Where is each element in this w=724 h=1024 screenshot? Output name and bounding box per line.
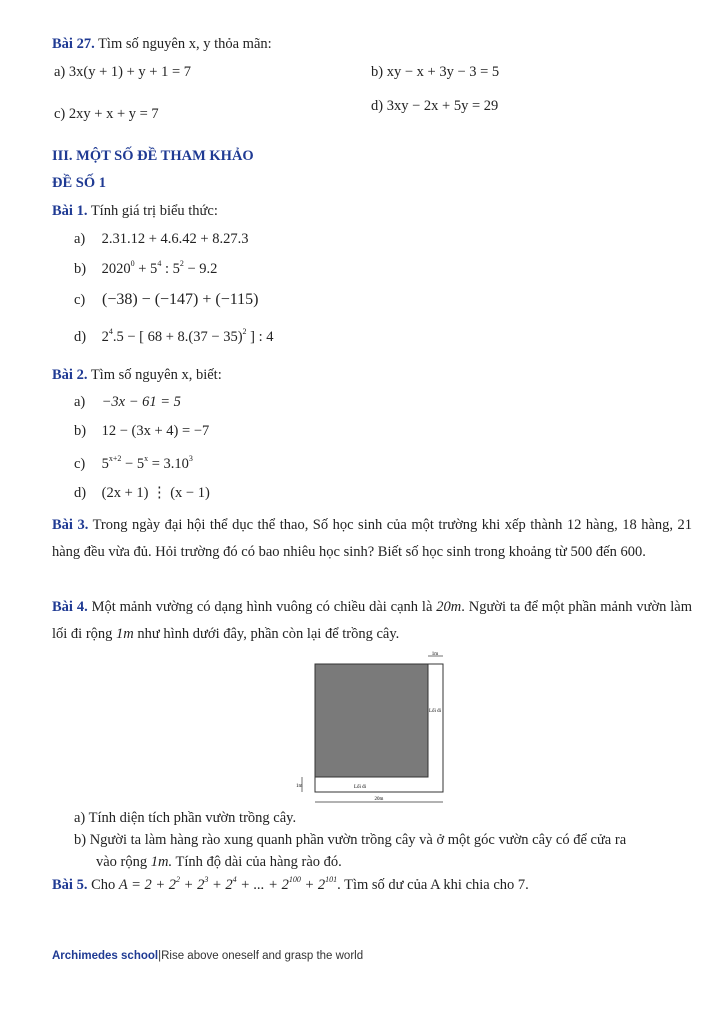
bai5-line <box>52 877 529 894</box>
item-label: a) <box>74 394 86 410</box>
bai4-question-b-line1: b) Người ta làm hàng rào xung quanh phần vườn trồng cây và ở một góc vườn cây có để cửa ra <box>74 832 627 848</box>
item-expr: 2.31.12 + 4.6.42 + 8.27.3 <box>101 231 249 247</box>
item-expr: 12 − (3x + 4) = −7 <box>101 423 210 439</box>
garden-diagram <box>290 650 460 810</box>
bai27-item-c <box>54 106 159 123</box>
page-footer <box>52 950 363 962</box>
bai4-paragraph <box>52 594 692 648</box>
item-label: b) <box>74 261 87 277</box>
bai1-item-c <box>74 291 259 309</box>
bai5-expr: $A = 2 + 2^2 + 2^3 + 2^4$ + ... + $2^{100} + 2^{101}$ <box>118 875 338 893</box>
top-dim-label: 1m <box>431 652 439 657</box>
bai2-text: Tìm số nguyên x, biết: <box>90 367 222 383</box>
section-subheading: ĐỀ SỐ 1 <box>52 175 106 191</box>
item-label: b) <box>371 64 384 80</box>
bottom-dim-label: 20m <box>374 797 384 802</box>
item-label: c) <box>74 456 86 472</box>
item-label: c) <box>54 106 66 122</box>
item-expr: $5^{x+2} - 5^x = 3.10^3$ <box>101 454 193 472</box>
item-expr: −3x − 61 = 5 <box>101 394 181 410</box>
item-expr: $2020^0 + 5^4$ : $5^2 - 9.2$ <box>101 259 218 277</box>
bai4-width: 1m <box>116 626 134 642</box>
bai1-item-d <box>74 329 274 346</box>
bai27-item-a <box>54 64 191 81</box>
bai27-item-d <box>371 98 498 115</box>
bai1-text: Tính giá trị biểu thức: <box>90 203 218 219</box>
bai5-text: Cho <box>91 877 119 893</box>
bai2-item-d <box>74 485 210 502</box>
bai3-paragraph <box>52 512 692 566</box>
item-label: a) <box>74 231 86 247</box>
item-label: d) <box>371 98 384 114</box>
bai2-item-a <box>74 394 181 411</box>
footer-motto: Rise above oneself and grasp the world <box>161 950 364 962</box>
footer-separator: | <box>158 950 162 962</box>
item-label: b) <box>74 423 87 439</box>
bai5-title: Bài 5. <box>52 877 88 893</box>
bai2-item-c <box>74 456 193 473</box>
item-expr: xy − x + 3y − 3 = 5 <box>386 64 500 80</box>
bai1-heading <box>52 203 218 220</box>
bai27-title: Bài 27. <box>52 36 95 52</box>
item-expr: (−38) − (−147) + (−115) <box>102 291 259 308</box>
bai4-question-a: a) Tính diện tích phần vườn trồng cây. <box>74 810 297 826</box>
bai4-text: như hình dưới đây, phần còn lại để trồng cây. <box>133 626 400 642</box>
bai4-text: vào rộng <box>96 854 151 870</box>
bai3-text: Trong ngày đại hội thể dục thể thao, Số học sinh của một trường khi xếp thành 12 hàng, 18 hàng, 21 hàng đều vừa đủ. Hỏi trường đó có bao nhiêu học sinh? Biết số học sinh trong khoảng từ 500 đến 600. <box>52 517 692 560</box>
bai27-text: Tìm số nguyên x, y thỏa mãn: <box>98 36 272 52</box>
bai4-question-b-line2 <box>96 854 342 871</box>
item-expr: 2xy + x + y = 7 <box>68 106 159 122</box>
bai4-text: . Người ta để một phần mảnh vườn làm lối đi rộng <box>52 599 693 642</box>
bai1-item-a <box>74 231 248 248</box>
bai3-title: Bài 3. <box>52 517 89 533</box>
bai4-text: Một mảnh vường có dạng hình vuông có chiều dài cạnh là <box>91 599 437 615</box>
bai4-gate-width: 1m. <box>150 854 173 870</box>
bai2-title: Bài 2. <box>52 367 88 383</box>
bai4-length: 20m <box>436 599 462 615</box>
bai5-text: . Tìm số dư của A khi chia cho 7. <box>337 877 529 893</box>
bai1-item-b <box>74 261 217 278</box>
footer-school: Archimedes school <box>52 950 159 962</box>
garden-planting-area <box>315 664 428 777</box>
bai27-item-b <box>371 64 499 81</box>
item-expr: $2^4.5$ − [ $68 + 8.(37 - 35)^2$ ] : 4 <box>101 327 274 345</box>
bai4-title: Bài 4. <box>52 599 88 615</box>
bai1-title: Bài 1. <box>52 203 88 219</box>
bai27-heading <box>52 36 272 53</box>
item-label: a) <box>54 64 66 80</box>
item-label: d) <box>74 485 87 501</box>
bai2-heading <box>52 367 222 384</box>
item-expr: 3x(y + 1) + y + 1 = 7 <box>68 64 192 80</box>
section-heading: III. MỘT SỐ ĐỀ THAM KHẢO <box>52 148 254 164</box>
item-expr: (2x + 1) ⋮ (x − 1) <box>101 485 210 501</box>
item-label: d) <box>74 329 87 345</box>
bai4-text: Tính độ dài của hàng rào đó. <box>172 854 342 870</box>
left-dim-label: 1m <box>296 784 303 789</box>
bai2-item-b <box>74 423 209 440</box>
item-expr: 3xy − 2x + 5y = 29 <box>386 98 499 114</box>
bottom-path-label: Lối đi <box>353 785 367 790</box>
item-label: c) <box>74 292 86 308</box>
side-path-label: Lối đi <box>428 709 442 714</box>
